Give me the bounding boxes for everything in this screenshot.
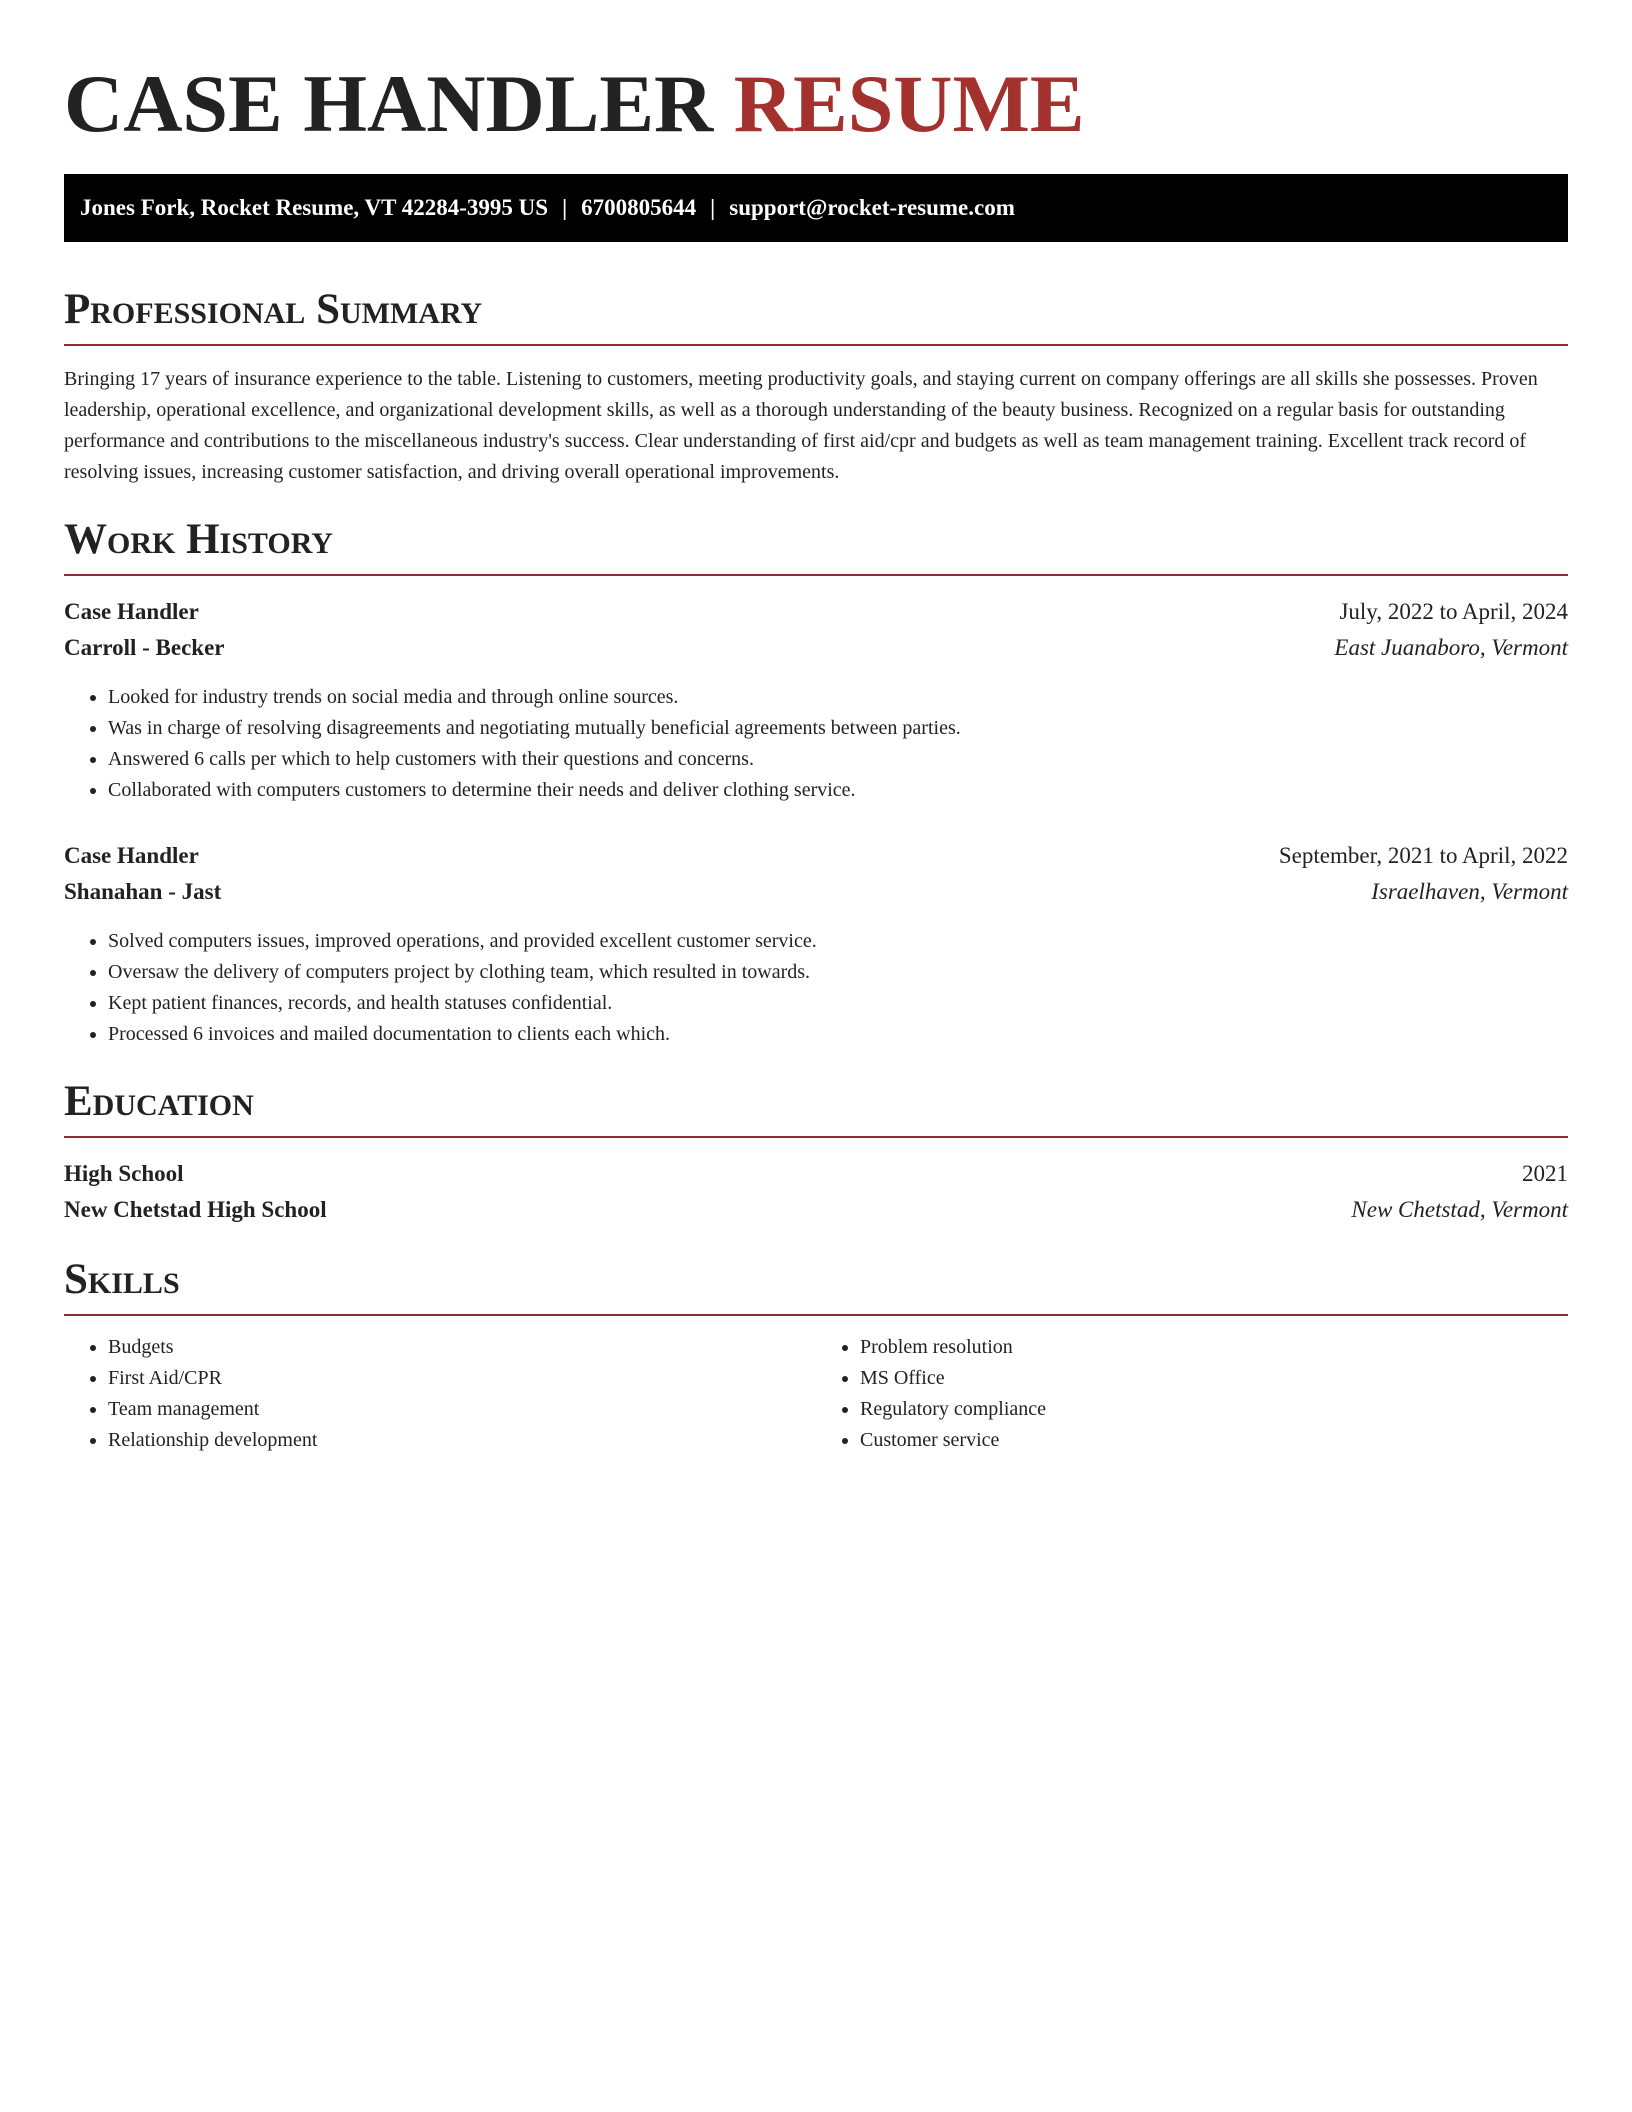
job-bullets — [64, 682, 1568, 806]
skills-section — [64, 1252, 1568, 1456]
education-school: New Chetstad High School — [64, 1197, 327, 1222]
skills-heading: Skills — [64, 1256, 180, 1303]
job-bullet: • Was in charge of resolving disagreements and negotiating mutually beneficial agreements between parties. — [108, 713, 1568, 744]
skills-column-right — [816, 1332, 1568, 1456]
contact-address: Jones Fork, Rocket Resume, VT 42284-3995 US — [80, 195, 549, 220]
job-title: Case Handler — [64, 843, 199, 868]
skill-item: • First Aid/CPR — [108, 1363, 816, 1394]
skill-item: • Team management — [108, 1394, 816, 1425]
job-dates: September, 2021 to April, 2022 — [1278, 843, 1568, 868]
skill-item: • Customer service — [860, 1425, 1568, 1456]
skill-item: • MS Office — [860, 1363, 1568, 1394]
job-bullet: • Processed 6 invoices and mailed documentation to clients each which. — [108, 1019, 1568, 1050]
education-heading: Education — [64, 1078, 254, 1125]
job-bullets — [64, 926, 1568, 1050]
job-title-row — [64, 594, 1568, 630]
contact-bar — [64, 174, 1568, 242]
job-bullet: • Collaborated with computers customers to determine their needs and deliver clothing service. — [108, 775, 1568, 806]
resume-title — [64, 0, 1568, 152]
skill-item: • Problem resolution — [860, 1332, 1568, 1363]
job-bullet: • Looked for industry trends on social media and through online sources. — [108, 682, 1568, 713]
job-bullet: • Kept patient finances, records, and health statuses confidential. — [108, 988, 1568, 1019]
education-degree-row — [64, 1156, 1568, 1192]
contact-separator: | — [562, 195, 568, 220]
job-bullet: • Answered 6 calls per which to help customers with their questions and concerns. — [108, 744, 1568, 775]
job-dates: July, 2022 to April, 2024 — [1339, 599, 1568, 624]
contact-email[interactable]: support@rocket-resume.com — [729, 195, 1015, 220]
education-school-row — [64, 1192, 1568, 1228]
skills-columns — [64, 1332, 1568, 1456]
education-degree: High School — [64, 1161, 184, 1186]
job-company-row — [64, 874, 1568, 910]
education-entry — [64, 1156, 1568, 1228]
contact-separator: | — [710, 195, 716, 220]
title-main: CASE HANDLER — [64, 58, 714, 149]
skill-item: • Relationship development — [108, 1425, 816, 1456]
work-history-heading: Work History — [64, 516, 333, 563]
job-entry — [64, 838, 1568, 1050]
summary-text: Bringing 17 years of insurance experience to the table. Listening to customers, meeting productivity goals, and staying current on company offerings are all skills she possesses. Proven leadership, operational excellence, and organizational development skills, as well as a thorough understanding of the beauty business. Recognized on a regular basis for outstanding performance and contributions to the miscellaneous industry's success. Clear understanding of first aid/cpr and budgets as well as team management training. Excellent track record of resolving issues, increasing customer satisfaction, and driving overall operational improvements. — [64, 368, 1538, 483]
job-title-row — [64, 838, 1568, 874]
skills-column-left — [64, 1332, 816, 1456]
contact-phone[interactable]: 6700805644 — [581, 195, 697, 220]
job-company: Carroll - Becker — [64, 635, 225, 660]
section-divider — [64, 574, 1568, 576]
job-location: Israelhaven, Vermont — [1371, 879, 1568, 904]
summary-section — [64, 282, 1568, 488]
section-divider — [64, 1314, 1568, 1316]
job-company-row — [64, 630, 1568, 666]
skill-item: • Regulatory compliance — [860, 1394, 1568, 1425]
job-company: Shanahan - Jast — [64, 879, 222, 904]
section-divider — [64, 1136, 1568, 1138]
job-bullet: • Solved computers issues, improved operations, and provided excellent customer service. — [108, 926, 1568, 957]
work-history-section — [64, 512, 1568, 1050]
section-divider — [64, 344, 1568, 346]
job-location: East Juanaboro, Vermont — [1334, 635, 1568, 660]
title-accent: RESUME — [733, 58, 1085, 149]
summary-heading: Professional Summary — [64, 286, 483, 333]
job-entry — [64, 594, 1568, 806]
skill-item: • Budgets — [108, 1332, 816, 1363]
education-section — [64, 1074, 1568, 1228]
job-bullet: • Oversaw the delivery of computers project by clothing team, which resulted in towards. — [108, 957, 1568, 988]
job-title: Case Handler — [64, 599, 199, 624]
education-year: 2021 — [1522, 1161, 1568, 1186]
education-location: New Chetstad, Vermont — [1351, 1197, 1568, 1222]
